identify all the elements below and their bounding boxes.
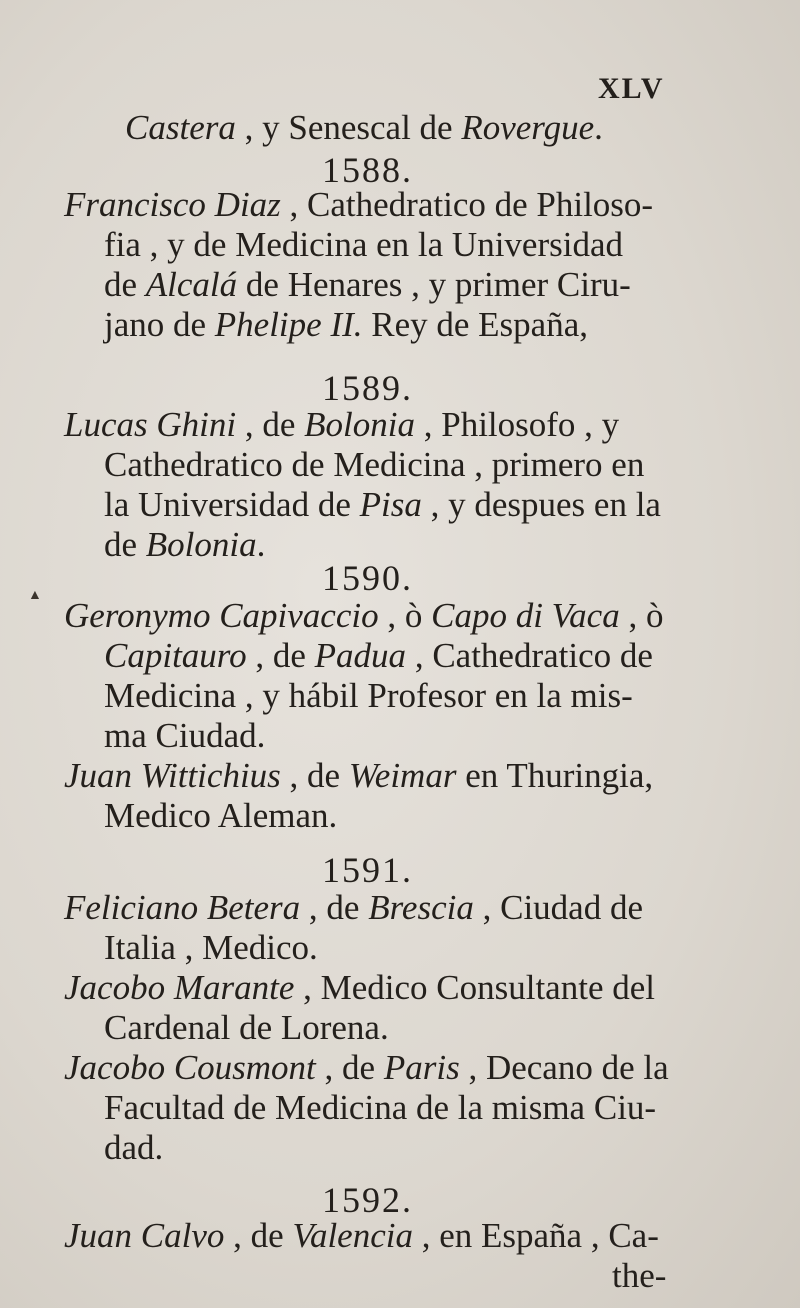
- entry-line: dad.: [104, 1128, 164, 1167]
- entry-line: la Universidad de Pisa , y despues en la: [104, 485, 661, 524]
- year-heading: 1589.: [322, 368, 413, 408]
- entry-line: Capitauro , de Padua , Cathedratico de: [104, 636, 653, 675]
- entry-line: Juan Wittichius , de Weimar en Thuringia,: [64, 756, 654, 795]
- entry-line: Juan Calvo , de Valencia , en España , Ca-: [64, 1216, 659, 1255]
- entry-line: Jacobo Marante , Medico Consultante del: [64, 968, 655, 1007]
- page-number: XLV: [598, 72, 665, 105]
- entry-line: Jacobo Cousmont , de Paris , Decano de la: [64, 1048, 669, 1087]
- entry-line: Cathedratico de Medicina , primero en: [104, 445, 645, 484]
- entry-line: de Alcalá de Henares , y primer Ciru-: [104, 265, 631, 304]
- entry-line: Geronymo Capivaccio , ò Capo di Vaca , ò: [64, 596, 664, 635]
- entry-line: jano de Phelipe II. Rey de España,: [104, 305, 588, 344]
- year-heading: 1591.: [322, 850, 413, 890]
- entry-line: Facultad de Medicina de la misma Ciu-: [104, 1088, 657, 1127]
- margin-mark: ▲: [28, 588, 42, 603]
- entry-line: de Bolonia.: [104, 525, 266, 564]
- entry-line: Lucas Ghini , de Bolonia , Philosofo , y: [64, 405, 620, 444]
- catchword: the-: [612, 1256, 667, 1295]
- entry-line: Feliciano Betera , de Brescia , Ciudad de: [64, 888, 643, 927]
- year-heading: 1590.: [322, 558, 413, 598]
- entry-line: Cardenal de Lorena.: [104, 1008, 389, 1047]
- entry-line: Francisco Diaz , Cathedratico de Philoso-: [64, 185, 654, 224]
- year-heading: 1592.: [322, 1180, 413, 1220]
- entry-line: fia , y de Medicina en la Universidad: [104, 225, 623, 264]
- entry-line: Medicina , y hábil Profesor en la mis-: [104, 676, 633, 715]
- entry-line: Castera , y Senescal de Rovergue.: [125, 108, 603, 147]
- year-heading: 1588.: [322, 150, 413, 190]
- entry-line: Italia , Medico.: [104, 928, 318, 967]
- entry-line: Medico Aleman.: [104, 796, 338, 835]
- entry-line: ma Ciudad.: [104, 716, 266, 755]
